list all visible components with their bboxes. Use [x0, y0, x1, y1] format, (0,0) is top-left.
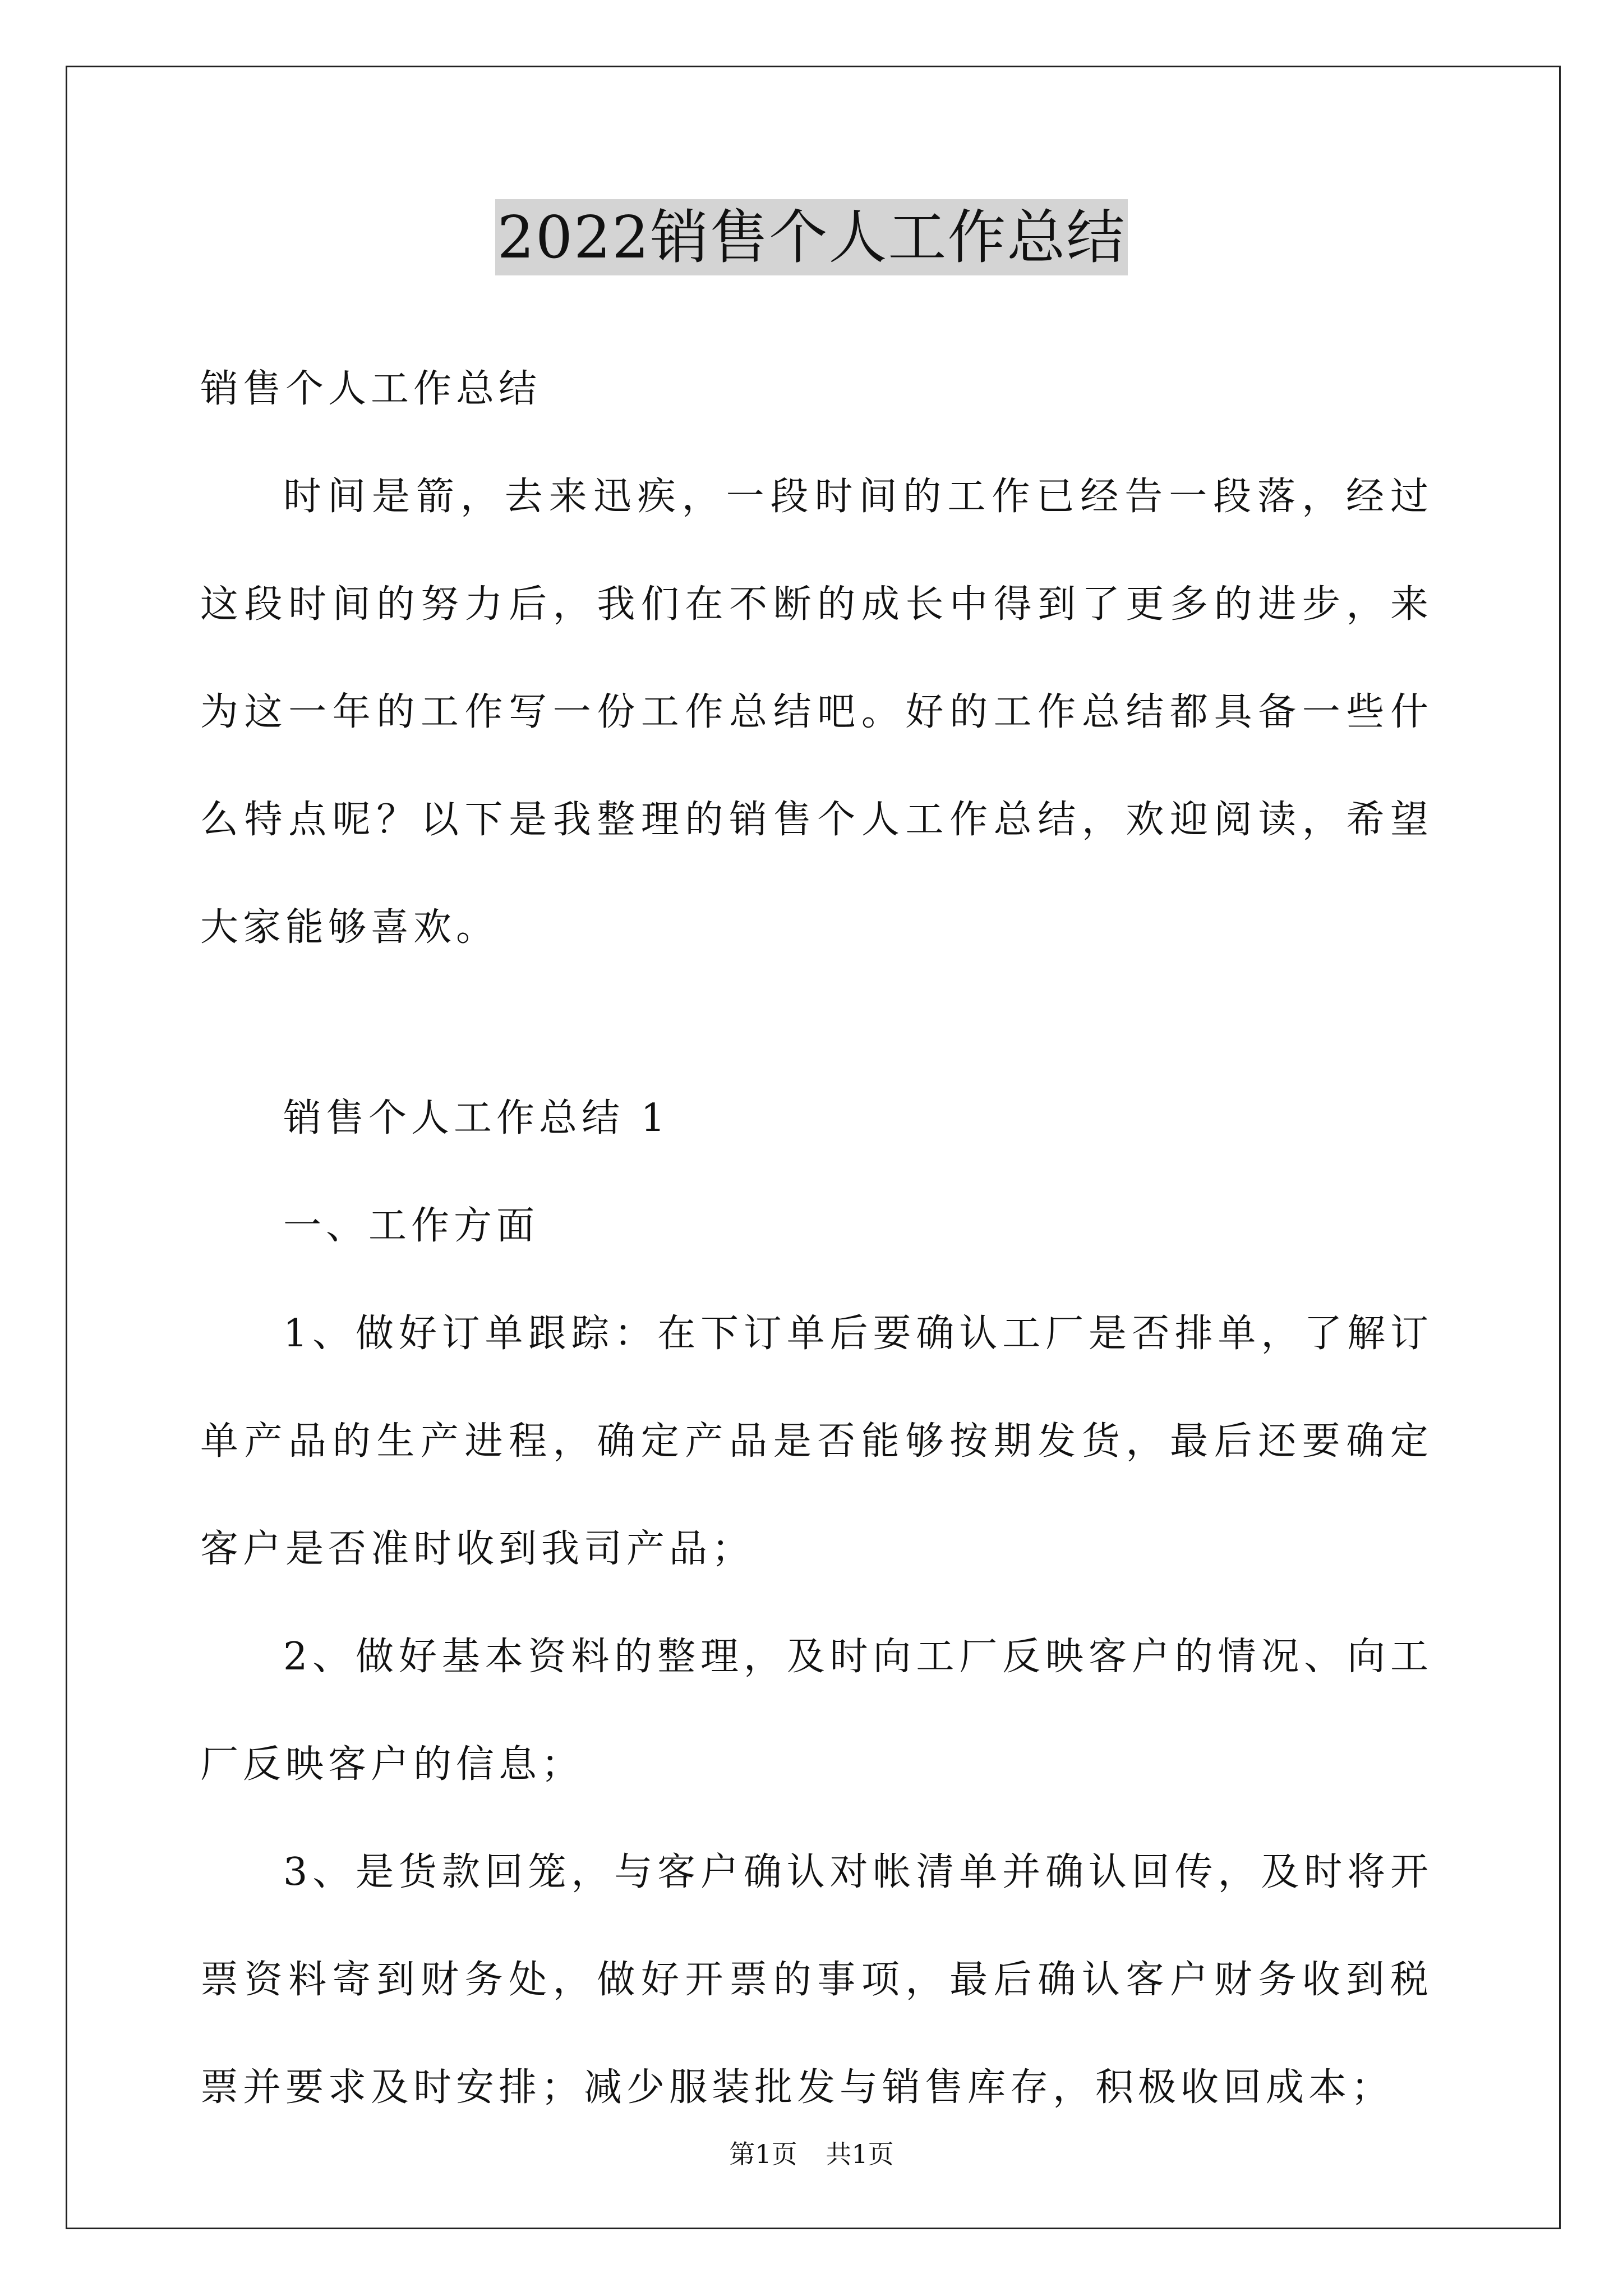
- title-container: [0, 199, 1623, 275]
- subsection-heading: 一、工作方面: [283, 1204, 540, 1248]
- document-subtitle: 销售个人工作总结: [200, 367, 542, 411]
- section-spacer: [200, 982, 1433, 1065]
- page-total: 共1页: [826, 2139, 894, 2169]
- page-footer: [0, 2137, 1623, 2171]
- section-heading: 销售个人工作总结 1: [283, 1096, 670, 1140]
- page-number: 第1页: [729, 2139, 797, 2169]
- list-item: 3、是货款回笼，与客户确认对帐清单并确认回传，及时将开票资料寄到财务处，做好开票的事项，最后确认客户财务收到税票并要求及时安排；减少服装批发与销售库存，积极收回成本；: [200, 1850, 1433, 2110]
- document-body: [200, 335, 1433, 2142]
- document-title: 2022销售个人工作总结: [495, 199, 1128, 275]
- list-item: 2、做好基本资料的整理，及时向工厂反映客户的情况、向工厂反映客户的信息；: [200, 1635, 1433, 1787]
- intro-paragraph: 时间是箭，去来迅疾，一段时间的工作已经告一段落，经过这段时间的努力后，我们在不断的成长中得到了更多的进步，来为这一年的工作写一份工作总结吧。好的工作总结都具备一些什么特点呢？以下是我整理的销售个人工作总结，欢迎阅读，希望大家能够喜欢。: [200, 475, 1433, 950]
- list-item: 1、做好订单跟踪：在下订单后要确认工厂是否排单，了解订单产品的生产进程，确定产品是否能够按期发货，最后还要确定客户是否准时收到我司产品；: [200, 1312, 1433, 1571]
